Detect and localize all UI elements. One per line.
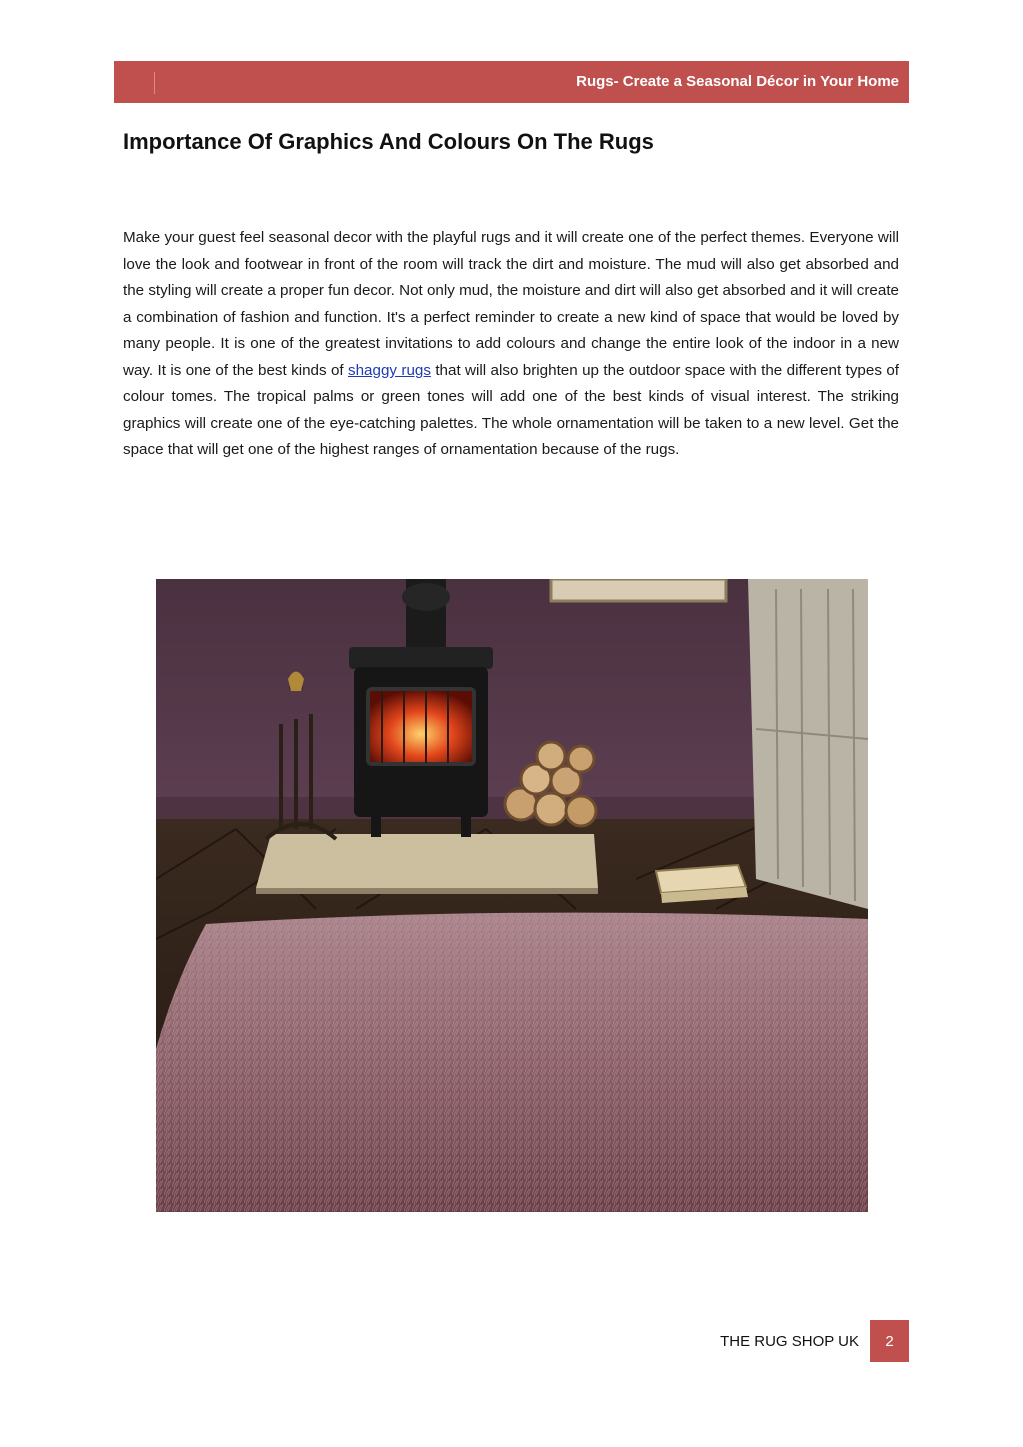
page-number-badge: 2 [870,1320,909,1362]
paragraph-text-after-link: that will also brighten up the outdoor space with the different types of colour tomes. The tropical palms or green tones will add one of the best kinds of visual interest. The striking graphics will create one of the eye-catching palettes. The whole ornamentation will be taken to a new level. Get the space that will get one of the highest ranges of ornamentation because of the rugs. [123,361,899,458]
header-bar [114,61,909,103]
fireplace-rug-photo [156,579,868,1212]
page-title: Importance Of Graphics And Colours On The Rugs [123,129,654,154]
shaggy-rugs-link[interactable]: shaggy rugs [348,361,431,379]
header-divider [154,72,155,94]
header-title: Rugs- Create a Seasonal Décor in Your Home [576,73,899,90]
paragraph-text-before-link: Make your guest feel seasonal decor with the playful rugs and it will create one of the perfect themes. Everyone will love the look and footwear in front of the room will track the dirt and moisture. The mud will also get absorbed and the styling will create a proper fun decor. Not only mud, the moisture and dirt will also get absorbed and it will create a combination of fashion and function. It's a perfect reminder to create a new kind of space that would be loved by many people. It is one of the greatest invitations to add colours and change the entire look of the indoor in a new way. It is one of the best kinds of [123,229,899,379]
footer-label: THE RUG SHOP UK [720,1333,859,1350]
article-paragraph [123,225,899,464]
